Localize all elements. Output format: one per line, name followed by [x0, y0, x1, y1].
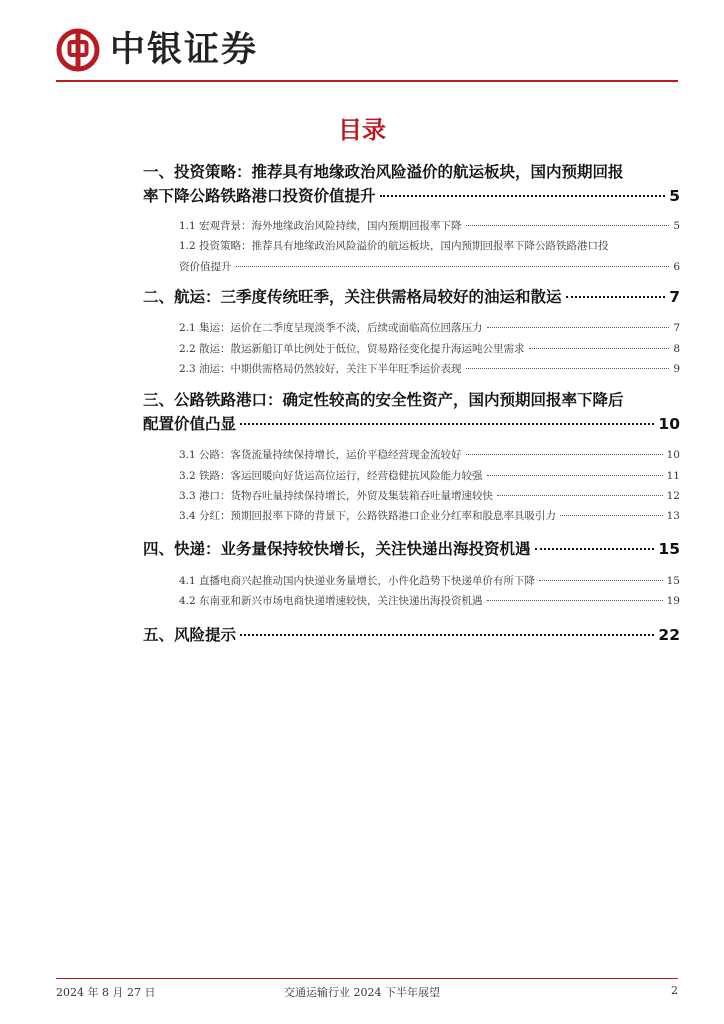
toc-entry-text: 3.3 港口：货物吞吐量持续保持增长，外贸及集装箱吞吐量增速较快 — [179, 490, 494, 502]
leader-dots — [566, 296, 666, 298]
leader-dots — [240, 634, 654, 636]
toc-page-number: 13 — [666, 510, 680, 522]
toc-page-number: 11 — [666, 470, 680, 482]
toc-page-number: 5 — [673, 220, 680, 232]
toc-entry-minor[interactable] — [143, 359, 680, 380]
toc-entry-minor[interactable] — [143, 216, 680, 237]
toc-page-number: 7 — [673, 322, 680, 334]
toc-page-number: 12 — [666, 490, 680, 502]
toc-entry-text: 3.4 分红：预期回报率下降的背景下，公路铁路港口企业分红率和股息率具吸引力 — [179, 510, 557, 522]
toc-page-number: 9 — [673, 363, 680, 375]
toc-entry-minor[interactable] — [143, 571, 680, 592]
leader-dots — [466, 454, 663, 455]
toc-entry-text: 2.1 集运：运价在二季度呈现淡季不淡，后续或面临高位回落压力 — [179, 322, 483, 334]
toc-entry-text: 4.2 东南亚和新兴市场电商快递增速较快，关注快递出海投资机遇 — [179, 595, 483, 607]
leader-dots — [539, 580, 663, 581]
toc-entry-text: 2.2 散运：散运新船订单比例处于低位，贸易路径变化提升海运吨公里需求 — [179, 343, 525, 355]
toc-entry-major[interactable] — [143, 623, 680, 647]
toc-entry-minor[interactable] — [143, 445, 680, 466]
toc-entry-minor[interactable] — [143, 591, 680, 612]
toc-entry-major[interactable] — [143, 537, 680, 561]
toc-entry-text: 1.1 宏观背景：海外地缘政治风险持续，国内预期回报率下降 — [179, 220, 462, 232]
leader-dots — [487, 600, 663, 601]
toc-entry-minor[interactable] — [143, 506, 680, 527]
leader-dots — [560, 515, 663, 516]
toc-entry-text-line2: 资价值提升 — [179, 261, 232, 273]
toc-entry-minor[interactable] — [143, 318, 680, 339]
toc-entry-major[interactable] — [143, 285, 680, 309]
toc-entry-text-line2: 配置价值凸显 — [143, 415, 237, 433]
toc-page-number: 10 — [666, 449, 680, 461]
toc-entry-text: 二、航运：三季度传统旺季，关注供需格局较好的油运和散运 — [143, 288, 562, 306]
leader-dots — [487, 327, 670, 328]
leader-dots — [236, 266, 670, 267]
toc-entry-text-line1: 1.2 投资策略：推荐具有地缘政治风险溢价的航运板块，国内预期回报率下降公路铁路港口投 — [179, 240, 609, 252]
leader-dots — [497, 495, 663, 496]
toc-page-number: 15 — [658, 540, 680, 558]
toc-page-number: 15 — [666, 575, 680, 587]
toc-entry-minor[interactable] — [143, 486, 680, 507]
toc-page-number: 5 — [669, 187, 680, 205]
toc-entry-minor[interactable] — [143, 339, 680, 360]
leader-dots — [529, 348, 670, 349]
footer-date: 2024 年 8 月 27 日 — [56, 986, 156, 999]
toc-page-number: 19 — [666, 595, 680, 607]
toc-entry-text-line2: 率下降公路铁路港口投资价值提升 — [143, 187, 376, 205]
toc-entry-text: 五、风险提示 — [143, 626, 237, 644]
toc-entry-minor[interactable] — [143, 466, 680, 487]
toc-entry-text: 3.1 公路：客货流量持续保持增长，运价平稳经营现金流较好 — [179, 449, 462, 461]
toc-entry-text-line1: 三、公路铁路港口：确定性较高的安全性资产，国内预期回报率下降后 — [143, 391, 624, 409]
toc-page-number: 8 — [673, 343, 680, 355]
toc-entry-text: 2.3 油运：中期供需格局仍然较好，关注下半年旺季运价表现 — [179, 363, 462, 375]
leader-dots — [240, 423, 654, 425]
header — [56, 28, 678, 76]
leader-dots — [380, 195, 666, 197]
toc-entry-text: 3.2 铁路：客运回暖向好货运高位运行，经营稳健抗风险能力较强 — [179, 470, 483, 482]
leader-dots — [466, 225, 670, 226]
toc-page-number: 22 — [658, 626, 680, 644]
toc-page-number: 7 — [669, 288, 680, 306]
brand-name: 中银证券 — [110, 30, 259, 70]
toc-entry-major[interactable] — [143, 388, 680, 436]
toc-entry-major[interactable] — [143, 160, 680, 208]
toc-page-number: 10 — [658, 415, 680, 433]
leader-dots — [466, 368, 670, 369]
leader-dots — [487, 475, 663, 476]
toc-entry-text-line1: 一、投资策略：推荐具有地缘政治风险溢价的航运板块，国内预期回报 — [143, 163, 624, 181]
toc-entry-text: 4.1 直播电商兴起推动国内快递业务量增长，小件化趋势下快递单价有所下降 — [179, 575, 536, 587]
header-divider — [56, 80, 678, 82]
toc-page-number: 6 — [673, 261, 680, 273]
leader-dots — [535, 548, 655, 550]
footer-page-number: 2 — [671, 984, 678, 997]
toc-title: 目录 — [338, 116, 386, 144]
toc-entry-minor[interactable] — [143, 236, 680, 278]
toc-entry-text: 四、快递：业务量保持较快增长，关注快递出海投资机遇 — [143, 540, 531, 558]
footer-report-title: 交通运输行业 2024 下半年展望 — [284, 986, 440, 999]
footer-divider — [56, 978, 678, 979]
bank-of-china-logo-icon — [56, 28, 100, 72]
